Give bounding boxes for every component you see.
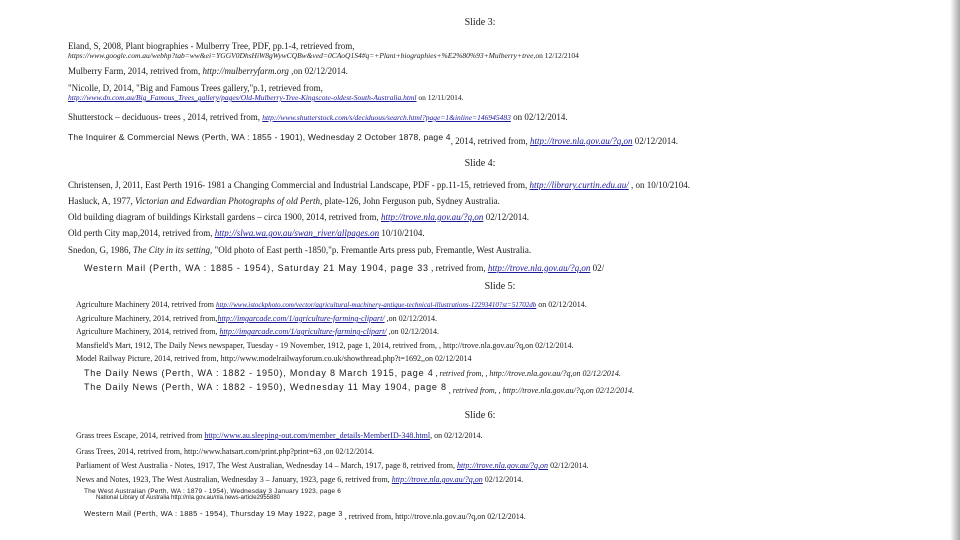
ref-christensen: Christensen, J, 2011, East Perth 1916- 1981 a Changing Commercial and Industrial Landscape, PDF - pp.11-15, retrieved from, http://library.curtin.edu.au/ , on 10/10/2104. <box>68 180 691 190</box>
page-edge-shadow <box>950 0 960 540</box>
ref-grass-trees: Grass Trees, 2014, retrived from, http://www.hatsart.com/print.php?print=63 ,on 02/12/2014. <box>76 447 374 456</box>
news-notes-trove-link[interactable]: http://trove.nla.gov.au/?q,on <box>391 475 483 484</box>
inquirer-trove-link[interactable]: http://trove.nla.gov.au/?q,on <box>529 136 633 146</box>
slide-4-title: Slide 4: <box>464 158 496 169</box>
ref-parliament-notes: Parliament of West Australia - Notes, 1917, The West Australian, Wednesday 14 – March, 1917, page 8, retrived from, http://trove.nla.gov.au/?q,on 02/12/2014. <box>76 461 589 470</box>
ref-western-mail-1922: Western Mail (Perth, WA : 1885 - 1954), Thursday 19 May 1922, page 3 , retrived from, http://trove.nla.gov.au/?q,on 02/12/2014. <box>84 509 526 521</box>
imgarcade-link-1[interactable]: http://imgarcade.com/1/agriculture-farming-clipart/ <box>217 314 385 323</box>
ref-eland: Eland, S, 2008, Plant biographies - Mulberry Tree, PDF, pp.1-4, retrieved from, <box>68 41 355 51</box>
ref-agri-1: Agriculture Machinery 2014, retrived from http://www.istockphoto.com/vector/agricultural-machinery-antique-technical-illustrations-12293410?st=51702db on 02/12/2014. <box>76 300 587 309</box>
slide-6-title: Slide 6: <box>464 410 496 421</box>
ref-agri-3: Agriculture Machinery, 2014, retrived from, http://imgarcade.com/1/agriculture-farming-clipart/ ,on 02/12/2014. <box>76 327 440 336</box>
ref-snedon: Snedon, G, 1986, The City in its setting, "Old photo of East perth -1850,"p. Fremantle Arts press pub, Fremantle, West Australia. <box>68 245 532 255</box>
western-mail-trove-link[interactable]: http://trove.nla.gov.au/?q,on <box>487 263 591 273</box>
ref-hasluck: Hasluck, A, 1977, Victorian and Edwardian Photographs of old Perth, plate-126, John Ferguson pub, Sydney Australia. <box>68 196 500 206</box>
ref-nla-note: National Library of Australia http://nla.gov.au/nla.news-article2955880 <box>96 495 280 501</box>
ref-eland-url: https://www.google.com.au/webhp?tab=ww&ei=YGGV0DhsHiW8gWywCQBw&ved=0CAoQ1S4#q=+Plant+biographies+%E2%80%93+Mulberry+tree,on 12/12/2104 <box>68 51 579 60</box>
ref-mulberry-farm: Mulberry Farm, 2014, retrived from, http://mulberryfarm.org ,on 02/12/2014. <box>68 66 348 76</box>
mulberry-farm-link[interactable]: http://mulberryfarm.org <box>202 66 289 76</box>
ref-nicolle: "Nicolle, D, 2014, "Big and Famous Trees gallery,"p.1, retrieved from, <box>68 83 323 93</box>
ref-model-railway: Model Railway Picture, 2014, retrived from, http://www.modelrailwayforum.co.uk/showthread.php?t=1692,,on 02/12/2014 <box>76 354 472 363</box>
ref-news-and-notes: News and Notes, 1923, The West Australian, Wednesday 3 – January, 1923, page 6, retrived from, http://trove.nla.gov.au/?q,on 02/12/2014. <box>76 475 524 484</box>
nicolle-link[interactable]: http://www.dn.com.au/Big_Famous_Trees_gallery/pages/Old-Mulberry-Tree-Kingscote-oldest-South-Australia.html <box>68 93 417 102</box>
slwa-link[interactable]: http://slwa.wa.gov.au/swan_river/allpages.on <box>214 228 380 238</box>
ref-nicolle-url: http://www.dn.com.au/Big_Famous_Trees_gallery/pages/Old-Mulberry-Tree-Kingscote-oldest-South-Australia.html on 12/11/2014. <box>68 93 464 102</box>
imgarcade-link-2[interactable]: http://imgarcade.com/1/agriculture-farming-clipart/ <box>219 327 387 336</box>
ref-daily-news-1915: The Daily News (Perth, WA : 1882 - 1950), Monday 8 March 1915, page 4 , retrived from, , http://trove.nla.gov.au/?q,on 02/12/2014. <box>84 368 621 378</box>
parliament-trove-link[interactable]: http://trove.nla.gov.au/?q,on <box>456 461 549 470</box>
ref-daily-news-1904: The Daily News (Perth, WA : 1882 - 1950), Wednesday 11 May 1904, page 8 , retrived from, , http://trove.nla.gov.au/?q,on 02/12/2014. <box>84 382 635 395</box>
ref-grass-trees-escape: Grass trees Escape, 2014, retrived from http://www.au.sleeping-out.com/member_details-MemberID-348.html, on 02/12/2014. <box>76 431 483 440</box>
slide-5-title: Slide 5: <box>484 281 516 292</box>
ref-mansfield: Mansfield's Mart, 1912, The Daily News newspaper, Tuesday - 19 November, 1912, page 1, 2014, retrived from, , http://trove.nla.gov.au/?q,on 02/12/2014. <box>76 341 574 350</box>
istockphoto-link[interactable]: http://www.istockphoto.com/vector/agricultural-machinery-antique-technical-illustrations-12293410?st=51702db <box>215 301 537 309</box>
curtin-library-link[interactable]: http://library.curtin.edu.au/ <box>529 180 629 190</box>
ref-shutterstock: Shutterstock – deciduous- trees , 2014, retrived from, http://www.shutterstock.com/s/deciduous/search.html?page=1&inline=146945483 on 02/12/2014. <box>68 112 568 122</box>
slide-3-title: Slide 3: <box>464 17 496 28</box>
ref-western-mail-1904: Western Mail (Perth, WA : 1885 - 1954), Saturday 21 May 1904, page 33 , retrived from, http://trove.nla.gov.au/?q,on 02/ <box>84 263 605 273</box>
ref-perth-map: Old perth City map,2014, retrived from, http://slwa.wa.gov.au/swan_river/allpages.on 10/10/2104. <box>68 228 425 238</box>
ref-kirkstall: Old building diagram of buildings Kirkstall gardens – circa 1900, 2014, retrived from, http://trove.nla.gov.au/?q,on 02/12/2014. <box>68 212 529 222</box>
sleeping-out-link[interactable]: http://www.au.sleeping-out.com/member_details-MemberID-348.html <box>204 431 431 440</box>
ref-west-australian-1923: The West Australian (Perth, WA : 1879 - 1954), Wednesday 3 January 1923, page 6 <box>84 488 342 495</box>
ref-inquirer: The Inquirer & Commercial News (Perth, WA : 1855 - 1901), Wednesday 2 October 1878, page 4, 2014, retrived from, http://trove.nla.gov.au/?q,on 02/12/2014. <box>68 132 678 146</box>
ref-agri-2: Agriculture Machinery, 2014, retrived from,http://imgarcade.com/1/agriculture-farming-clipart/ ,on 02/12/2014. <box>76 314 438 323</box>
kirkstall-trove-link[interactable]: http://trove.nla.gov.au/?q,on <box>380 212 484 222</box>
shutterstock-link[interactable]: http://www.shutterstock.com/s/deciduous/search.html?page=1&inline=146945483 <box>262 113 511 122</box>
